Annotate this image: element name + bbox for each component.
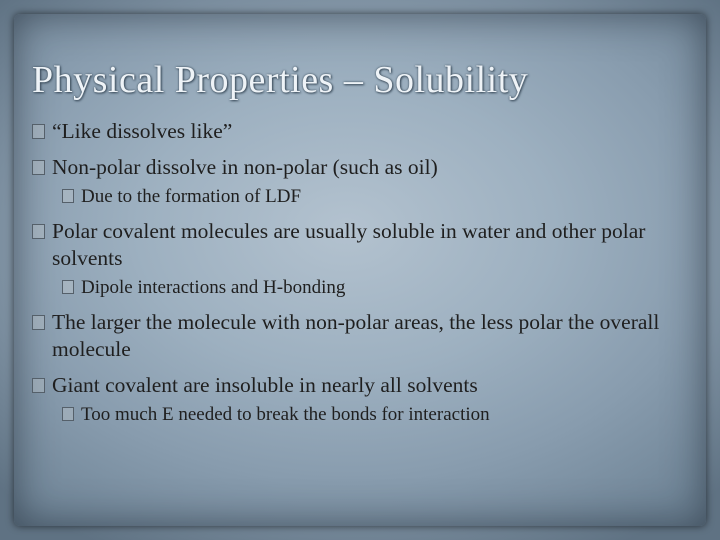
sub-bullet-item bbox=[62, 185, 692, 209]
bullet-list bbox=[32, 118, 692, 427]
sub-bullet-item bbox=[62, 403, 692, 427]
box-bullet-icon bbox=[32, 378, 45, 393]
box-bullet-icon bbox=[32, 124, 45, 139]
bullet-text: The larger the molecule with non-polar areas, the less polar the overall molecule bbox=[52, 310, 660, 361]
bullet-item bbox=[32, 218, 692, 272]
box-bullet-icon bbox=[62, 189, 74, 203]
bullet-text: Non-polar dissolve in non-polar (such as oil) bbox=[52, 155, 438, 179]
bullet-item bbox=[32, 309, 692, 363]
box-bullet-icon bbox=[62, 280, 74, 294]
sub-bullet-text: Due to the formation of LDF bbox=[81, 186, 302, 207]
bullet-text: “Like dissolves like” bbox=[52, 119, 233, 143]
sub-bullet-text: Dipole interactions and H-bonding bbox=[81, 277, 346, 298]
sub-bullet-item bbox=[62, 276, 692, 300]
bullet-item bbox=[32, 118, 692, 145]
slide-title: Physical Properties – Solubility bbox=[32, 59, 529, 101]
bullet-text: Giant covalent are insoluble in nearly all solvents bbox=[52, 373, 478, 397]
bullet-item bbox=[32, 372, 692, 399]
box-bullet-icon bbox=[32, 160, 45, 175]
box-bullet-icon bbox=[32, 315, 45, 330]
bullet-item bbox=[32, 154, 692, 181]
bullet-text: Polar covalent molecules are usually soluble in water and other polar solvents bbox=[52, 219, 646, 270]
box-bullet-icon bbox=[32, 224, 45, 239]
sub-bullet-text: Too much E needed to break the bonds for interaction bbox=[81, 404, 490, 425]
box-bullet-icon bbox=[62, 407, 74, 421]
